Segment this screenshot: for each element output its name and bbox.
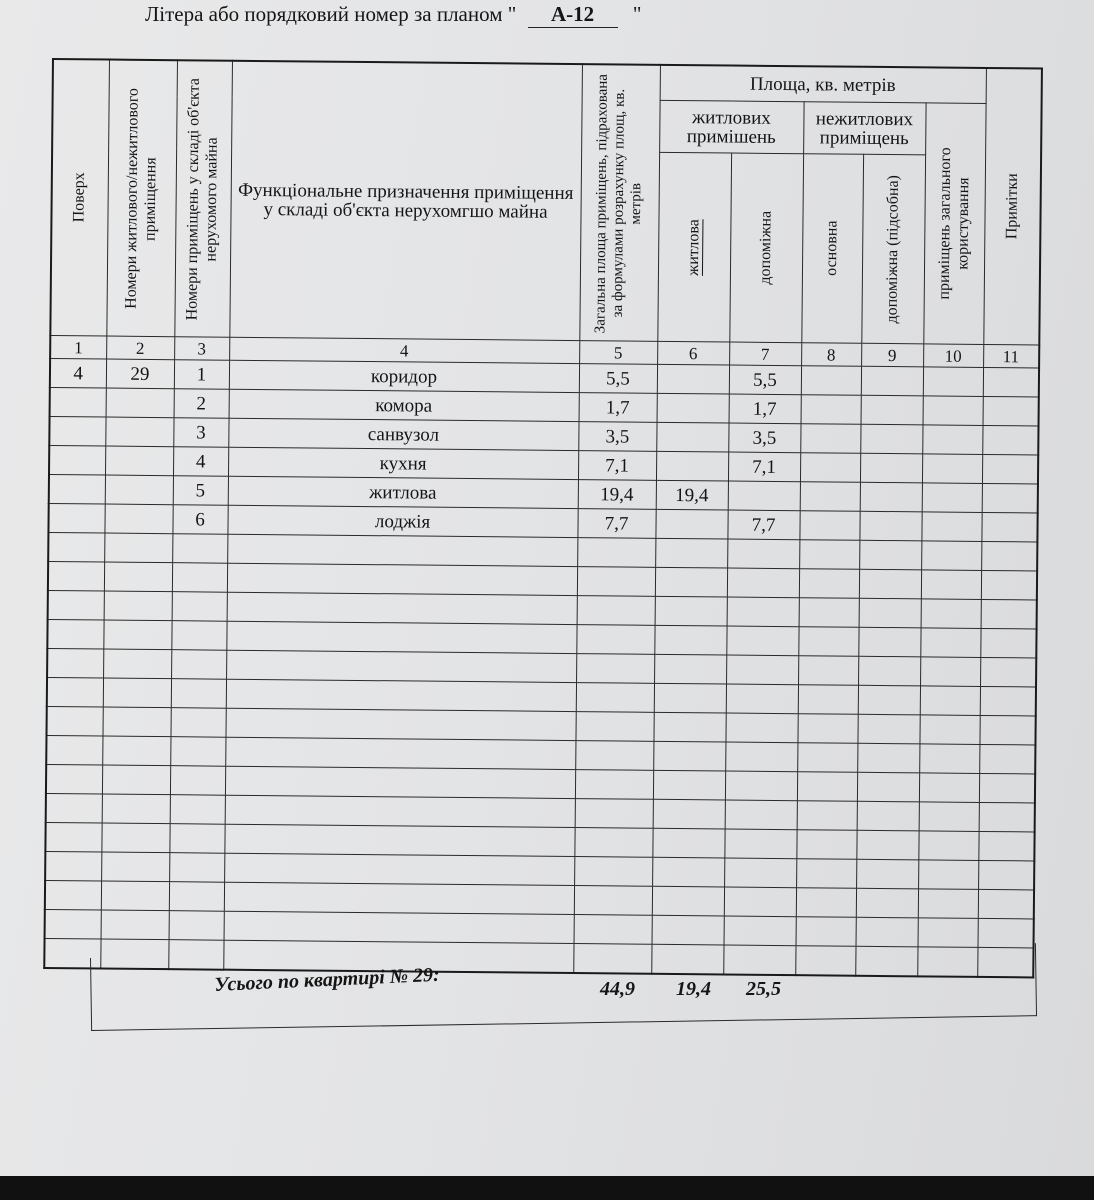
empty-cell xyxy=(801,395,861,425)
empty-cell xyxy=(45,880,101,910)
empty-cell xyxy=(726,684,798,714)
empty-cell xyxy=(919,715,979,745)
empty-cell xyxy=(104,562,172,592)
header-nonliving-aux: допоміжна (підсобна) xyxy=(861,154,925,344)
empty-cell xyxy=(652,886,724,916)
room-function-cell: комора xyxy=(229,389,579,421)
empty-cell xyxy=(655,538,727,568)
total-area-cell: 19,4 xyxy=(578,480,656,510)
empty-cell xyxy=(102,794,170,824)
photo-bottom-edge xyxy=(0,1176,1094,1200)
totals-label: Усього по квартирі № 29: xyxy=(214,963,441,996)
empty-cell xyxy=(654,625,726,655)
empty-cell xyxy=(796,888,856,918)
column-number-cell: 2 xyxy=(106,336,174,360)
empty-cell xyxy=(169,911,224,941)
empty-cell xyxy=(169,824,224,854)
empty-cell xyxy=(860,453,922,483)
empty-cell xyxy=(801,366,861,396)
column-number-cell: 1 xyxy=(50,335,106,359)
total-area-cell: 7,7 xyxy=(577,509,655,539)
empty-cell xyxy=(46,735,102,765)
empty-cell xyxy=(856,830,918,860)
unit-number-cell: 29 xyxy=(106,359,174,389)
empty-cell xyxy=(724,829,796,859)
empty-cell xyxy=(104,591,172,621)
room-function-cell: лоджія xyxy=(227,505,577,537)
area-table-sheet xyxy=(43,58,1043,978)
empty-cell xyxy=(859,569,921,599)
empty-cell xyxy=(171,621,226,651)
empty-cell xyxy=(858,656,920,686)
empty-cell xyxy=(920,657,980,687)
header-living-aux: допоміжна xyxy=(729,153,803,343)
column-number-cell: 5 xyxy=(579,341,657,365)
empty-cell xyxy=(922,483,982,513)
empty-cell xyxy=(796,830,856,860)
empty-cell xyxy=(726,655,798,685)
empty-cell xyxy=(980,686,1036,716)
empty-cell xyxy=(859,540,921,570)
empty-cell xyxy=(797,714,857,744)
plan-reference-line xyxy=(145,2,641,32)
empty-cell xyxy=(978,889,1034,919)
empty-cell xyxy=(857,714,919,744)
empty-cell xyxy=(45,822,101,852)
empty-cell xyxy=(983,396,1039,426)
empty-cell xyxy=(576,654,654,684)
empty-cell xyxy=(856,859,918,889)
empty-cell xyxy=(226,650,576,682)
empty-cell xyxy=(170,708,225,738)
empty-cell xyxy=(653,741,725,771)
empty-cell xyxy=(982,483,1038,513)
floor-cell xyxy=(49,445,105,475)
empty-cell xyxy=(727,568,799,598)
unit-number-cell xyxy=(105,446,173,476)
empty-cell xyxy=(724,916,796,946)
empty-cell xyxy=(577,567,655,597)
column-number-cell: 8 xyxy=(801,343,861,367)
living-area-cell xyxy=(655,509,727,539)
empty-cell xyxy=(861,366,923,396)
empty-cell xyxy=(103,620,171,650)
room-number-cell: 6 xyxy=(172,505,227,535)
header-total-area: Загальна площа приміщень, підрахована за формулами розрахунку площ, кв. метрів xyxy=(579,64,660,341)
aux-area-cell: 3,5 xyxy=(728,423,800,453)
empty-cell xyxy=(652,828,724,858)
empty-cell xyxy=(575,741,653,771)
empty-cell xyxy=(102,707,170,737)
empty-cell xyxy=(575,770,653,800)
empty-cell xyxy=(982,425,1038,455)
empty-cell xyxy=(48,590,104,620)
empty-cell xyxy=(725,800,797,830)
empty-cell xyxy=(225,795,575,827)
empty-cell xyxy=(46,793,102,823)
empty-cell xyxy=(576,683,654,713)
floor-cell xyxy=(50,387,106,417)
empty-cell xyxy=(727,539,799,569)
empty-cell xyxy=(652,857,724,887)
empty-cell xyxy=(171,650,226,680)
living-area-cell xyxy=(656,451,728,481)
aux-area-cell: 7,1 xyxy=(728,452,800,482)
empty-cell xyxy=(103,649,171,679)
empty-cell xyxy=(47,648,103,678)
total-area-cell: 5,5 xyxy=(579,364,657,394)
empty-cell xyxy=(725,771,797,801)
empty-cell xyxy=(923,396,983,426)
empty-cell xyxy=(978,860,1034,890)
empty-cell xyxy=(799,511,859,541)
empty-cell xyxy=(856,917,918,947)
empty-cell xyxy=(224,882,574,914)
empty-cell xyxy=(45,851,101,881)
empty-cell xyxy=(920,686,980,716)
empty-cell xyxy=(859,511,921,541)
column-number-cell: 3 xyxy=(174,337,229,361)
empty-cell xyxy=(169,853,224,883)
column-number-cell: 4 xyxy=(229,337,579,363)
empty-cell xyxy=(172,534,227,564)
empty-cell xyxy=(227,592,577,624)
aux-area-cell: 1,7 xyxy=(729,394,801,424)
empty-cell xyxy=(575,799,653,829)
empty-cell xyxy=(799,598,859,628)
empty-cell xyxy=(225,708,575,740)
empty-cell xyxy=(918,860,978,890)
empty-cell xyxy=(575,712,653,742)
empty-cell xyxy=(574,886,652,916)
empty-cell xyxy=(981,541,1037,571)
room-function-cell: санвузол xyxy=(228,418,578,450)
empty-cell xyxy=(798,627,858,657)
empty-cell xyxy=(101,881,169,911)
empty-cell xyxy=(919,802,979,832)
total-area-cell: 1,7 xyxy=(579,393,657,423)
floor-cell xyxy=(49,416,105,446)
header-unit-numbers: Номери житлового/нежитлового приміщення xyxy=(106,60,177,337)
empty-cell xyxy=(861,395,923,425)
empty-cell xyxy=(224,824,574,856)
room-function-cell: кухня xyxy=(228,447,578,479)
empty-cell xyxy=(46,764,102,794)
empty-cell xyxy=(654,654,726,684)
aux-area-cell xyxy=(728,481,800,511)
aux-area-cell: 7,7 xyxy=(727,510,799,540)
header-nonliving-group: нежитлових приміщень xyxy=(803,102,925,155)
area-table xyxy=(43,58,1043,978)
empty-cell xyxy=(47,677,103,707)
unit-number-cell xyxy=(105,475,173,505)
empty-cell xyxy=(653,770,725,800)
empty-cell xyxy=(856,888,918,918)
living-area-cell xyxy=(657,393,729,423)
empty-cell xyxy=(725,742,797,772)
empty-cell xyxy=(979,802,1035,832)
empty-cell xyxy=(978,831,1034,861)
totals-total-area: 44,9 xyxy=(600,978,635,1000)
empty-cell xyxy=(226,679,576,711)
header-floor: Поверх xyxy=(50,59,109,336)
empty-cell xyxy=(922,425,982,455)
living-area-cell xyxy=(657,364,729,394)
empty-cell xyxy=(918,918,978,948)
empty-cell xyxy=(979,715,1035,745)
empty-cell xyxy=(724,858,796,888)
totals-aux-area: 25,5 xyxy=(746,978,781,1000)
empty-cell xyxy=(921,599,981,629)
unit-number-cell xyxy=(106,388,174,418)
empty-cell xyxy=(796,917,856,947)
empty-cell xyxy=(577,596,655,626)
empty-cell xyxy=(226,621,576,653)
empty-cell xyxy=(858,627,920,657)
room-number-cell: 4 xyxy=(173,447,228,477)
column-number-cell: 9 xyxy=(861,343,923,367)
empty-cell xyxy=(725,713,797,743)
floor-cell xyxy=(48,503,104,533)
empty-cell xyxy=(859,598,921,628)
empty-cell xyxy=(798,685,858,715)
empty-cell xyxy=(799,569,859,599)
empty-cell xyxy=(797,801,857,831)
empty-cell xyxy=(654,683,726,713)
empty-cell xyxy=(574,828,652,858)
aux-area-cell: 5,5 xyxy=(729,365,801,395)
empty-cell xyxy=(921,570,981,600)
empty-cell xyxy=(800,424,860,454)
empty-cell xyxy=(727,597,799,627)
unit-number-cell xyxy=(105,417,173,447)
empty-cell xyxy=(170,737,225,767)
empty-cell xyxy=(983,367,1039,397)
empty-cell xyxy=(101,910,169,940)
floor-cell xyxy=(49,474,105,504)
empty-cell xyxy=(979,773,1035,803)
empty-cell xyxy=(980,628,1036,658)
empty-cell xyxy=(860,482,922,512)
empty-cell xyxy=(103,678,171,708)
plan-reference-quote: " xyxy=(632,2,642,26)
empty-cell xyxy=(919,773,979,803)
empty-cell xyxy=(799,540,859,570)
empty-cell xyxy=(923,367,983,397)
empty-cell xyxy=(574,857,652,887)
empty-cell xyxy=(981,512,1037,542)
header-function: Функціональне призначення приміщення у складі об'єкта нерухомгшо майна xyxy=(229,61,582,341)
room-number-cell: 5 xyxy=(173,476,228,506)
room-number-cell: 1 xyxy=(174,360,229,390)
empty-cell xyxy=(102,765,170,795)
empty-cell xyxy=(170,766,225,796)
empty-cell xyxy=(227,534,577,566)
empty-cell xyxy=(979,744,1035,774)
empty-cell xyxy=(797,772,857,802)
empty-cell xyxy=(724,887,796,917)
empty-cell xyxy=(576,625,654,655)
column-number-cell: 7 xyxy=(729,342,801,366)
empty-cell xyxy=(918,831,978,861)
header-living-main: житлова xyxy=(657,152,731,342)
empty-cell xyxy=(919,744,979,774)
plan-reference-label: Літера або порядковий номер за планом " xyxy=(145,2,517,26)
empty-cell xyxy=(921,541,981,571)
empty-cell xyxy=(981,570,1037,600)
empty-cell xyxy=(858,685,920,715)
empty-cell xyxy=(46,706,102,736)
empty-cell xyxy=(918,889,978,919)
empty-cell xyxy=(101,852,169,882)
room-function-cell: коридор xyxy=(229,360,579,392)
empty-cell xyxy=(798,656,858,686)
empty-cell xyxy=(860,424,922,454)
empty-cell xyxy=(980,657,1036,687)
empty-cell xyxy=(652,915,724,945)
empty-cell xyxy=(726,626,798,656)
column-number-cell: 11 xyxy=(983,344,1039,368)
empty-cell xyxy=(225,766,575,798)
empty-cell xyxy=(224,853,574,885)
empty-cell xyxy=(653,712,725,742)
empty-cell xyxy=(102,736,170,766)
empty-cell xyxy=(45,909,101,939)
empty-cell xyxy=(225,737,575,769)
header-notes: Примітки xyxy=(983,68,1042,345)
empty-cell xyxy=(981,599,1037,629)
empty-cell xyxy=(922,454,982,484)
empty-cell xyxy=(47,619,103,649)
empty-cell xyxy=(48,561,104,591)
empty-cell xyxy=(982,454,1038,484)
empty-cell xyxy=(224,911,574,943)
empty-cell xyxy=(857,743,919,773)
empty-cell xyxy=(172,563,227,593)
empty-cell xyxy=(800,453,860,483)
column-number-cell: 10 xyxy=(923,344,983,368)
floor-cell: 4 xyxy=(50,358,106,388)
empty-cell xyxy=(857,801,919,831)
unit-number-cell xyxy=(104,504,172,534)
empty-cell xyxy=(171,679,226,709)
empty-cell xyxy=(655,567,727,597)
empty-cell xyxy=(655,596,727,626)
living-area-cell: 19,4 xyxy=(656,480,728,510)
living-area-cell xyxy=(656,422,728,452)
empty-cell xyxy=(104,533,172,563)
room-function-cell: житлова xyxy=(228,476,578,508)
header-common-use: приміщень загального користування xyxy=(923,103,985,345)
column-number-cell: 6 xyxy=(657,341,729,365)
empty-cell xyxy=(857,772,919,802)
empty-cell xyxy=(170,795,225,825)
empty-cell xyxy=(48,532,104,562)
empty-cell xyxy=(920,628,980,658)
empty-cell xyxy=(797,743,857,773)
empty-cell xyxy=(101,823,169,853)
header-nonliving-main: основна xyxy=(801,154,863,344)
totals-living-area: 19,4 xyxy=(676,978,711,1000)
empty-cell xyxy=(921,512,981,542)
total-area-cell: 7,1 xyxy=(578,451,656,481)
empty-cell xyxy=(574,915,652,945)
room-number-cell: 2 xyxy=(174,389,229,419)
total-area-cell: 3,5 xyxy=(578,422,656,452)
header-room-numbers: Номери приміщень у складі об'єкта нерухомого майна xyxy=(174,60,232,337)
empty-cell xyxy=(169,882,224,912)
header-living-group: житлових примішень xyxy=(659,100,803,153)
empty-cell xyxy=(577,538,655,568)
empty-cell xyxy=(227,563,577,595)
plan-reference-code: А-12 xyxy=(528,2,618,28)
empty-cell xyxy=(653,799,725,829)
empty-cell xyxy=(172,592,227,622)
room-number-cell: 3 xyxy=(173,418,228,448)
header-area-group: Площа, кв. метрів xyxy=(660,65,986,104)
empty-cell xyxy=(800,482,860,512)
empty-cell xyxy=(796,859,856,889)
